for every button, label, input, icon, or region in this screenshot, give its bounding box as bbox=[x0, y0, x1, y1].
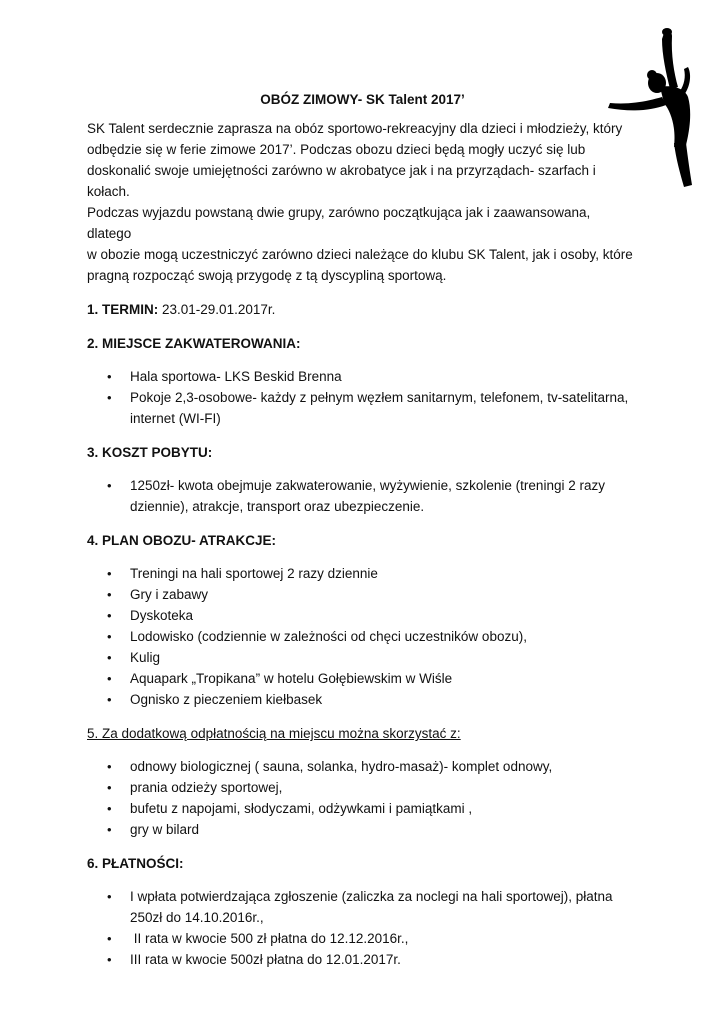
intro-line: w obozie mogą uczestniczyć zarówno dzieci należące do klubu SK Talent, jak i osoby, które bbox=[87, 247, 633, 262]
section-plan-heading: 4. PLAN OBOZU- ATRAKCJE: bbox=[87, 533, 276, 548]
intro-line: doskonalić swoje umiejętności zarówno w akrobatyce jak i na przyrządach- szarfach i kołach. bbox=[87, 163, 596, 199]
list-item: • Gry i zabawy bbox=[87, 584, 635, 605]
section-platnosci-heading: 6. PŁATNOŚCI: bbox=[87, 856, 184, 871]
intro-line: SK Talent serdecznie zaprasza na obóz sportowo-rekreacyjny dla dzieci i młodzieży, który bbox=[87, 121, 623, 136]
list-item: • Kulig bbox=[87, 647, 635, 668]
section-termin-value: 23.01-29.01.2017r. bbox=[158, 302, 276, 317]
list-item: • Pokoje 2,3-osobowe- każdy z pełnym węzłem sanitarnym, telefonem, tv-satelitarna, internet (WI-FI) bbox=[87, 387, 635, 429]
page-title: OBÓZ ZIMOWY- SK Talent 2017’ bbox=[260, 92, 465, 107]
list-item: • gry w bilard bbox=[87, 819, 635, 840]
bullet-icon: • bbox=[107, 608, 112, 623]
bullet-icon: • bbox=[107, 369, 112, 384]
bullet-icon: • bbox=[107, 629, 112, 644]
bullet-icon: • bbox=[107, 692, 112, 707]
list-item: • 1250zł- kwota obejmuje zakwaterowanie, wyżywienie, szkolenie (treningi 2 razy dziennie), atrakcje, transport oraz ubezpieczenie. bbox=[87, 475, 635, 517]
bullet-icon: • bbox=[107, 587, 112, 602]
intro-line: odbędzie się w ferie zimowe 2017’. Podczas obozu dzieci będą mogły uczyć się lub bbox=[87, 142, 586, 157]
platnosci-list bbox=[87, 886, 635, 970]
bullet-icon: • bbox=[107, 671, 112, 686]
bullet-icon: • bbox=[107, 566, 112, 581]
list-item: • Hala sportowa- LKS Beskid Brenna bbox=[87, 366, 635, 387]
bullet-icon: • bbox=[107, 478, 112, 493]
bullet-icon: • bbox=[107, 650, 112, 665]
bullet-icon: • bbox=[107, 390, 112, 405]
plan-list bbox=[87, 563, 635, 710]
list-item: • Dyskoteka bbox=[87, 605, 635, 626]
list-item: • Treningi na hali sportowej 2 razy dziennie bbox=[87, 563, 635, 584]
intro-paragraph bbox=[87, 118, 635, 286]
list-item: • Ognisko z pieczeniem kiełbasek bbox=[87, 689, 635, 710]
bullet-icon: • bbox=[107, 931, 112, 946]
bullet-icon: • bbox=[107, 801, 112, 816]
list-item: • II rata w kwocie 500 zł płatna do 12.12.2016r., bbox=[87, 928, 635, 949]
bullet-icon: • bbox=[107, 952, 112, 967]
list-item: • odnowy biologicznej ( sauna, solanka, hydro-masaż)- komplet odnowy, bbox=[87, 756, 635, 777]
section-termin bbox=[87, 299, 635, 320]
koszt-list bbox=[87, 475, 635, 517]
list-item: • I wpłata potwierdzająca zgłoszenie (zaliczka za noclegi na hali sportowej), płatna 250zł do 14.10.2016r., bbox=[87, 886, 635, 928]
list-item: • III rata w kwocie 500zł płatna do 12.01.2017r. bbox=[87, 949, 635, 970]
section-miejsce-heading: 2. MIEJSCE ZAKWATEROWANIA: bbox=[87, 336, 301, 351]
miejsce-list bbox=[87, 366, 635, 429]
bullet-icon: • bbox=[107, 780, 112, 795]
section-koszt-heading: 3. KOSZT POBYTU: bbox=[87, 445, 213, 460]
bullet-icon: • bbox=[107, 759, 112, 774]
document-body bbox=[87, 118, 635, 970]
dodatkowo-list bbox=[87, 756, 635, 840]
section-dodatkowo-heading: 5. Za dodatkową odpłatnością na miejscu można skorzystać z: bbox=[87, 726, 461, 741]
list-item: • bufetu z napojami, słodyczami, odżywkami i pamiątkami , bbox=[87, 798, 635, 819]
bullet-icon: • bbox=[107, 889, 112, 904]
list-item: • Lodowisko (codziennie w zależności od chęci uczestników obozu), bbox=[87, 626, 635, 647]
intro-line: Podczas wyjazdu powstaną dwie grupy, zarówno początkująca jak i zaawansowana, dlatego bbox=[87, 205, 591, 241]
list-item: • prania odzieży sportowej, bbox=[87, 777, 635, 798]
bullet-icon: • bbox=[107, 822, 112, 837]
section-termin-label: 1. TERMIN: bbox=[87, 302, 159, 317]
intro-line: pragną rozpocząć swoją przygodę z tą dyscypliną sportową. bbox=[87, 268, 447, 283]
list-item: • Aquapark „Tropikana” w hotelu Gołębiewskim w Wiśle bbox=[87, 668, 635, 689]
